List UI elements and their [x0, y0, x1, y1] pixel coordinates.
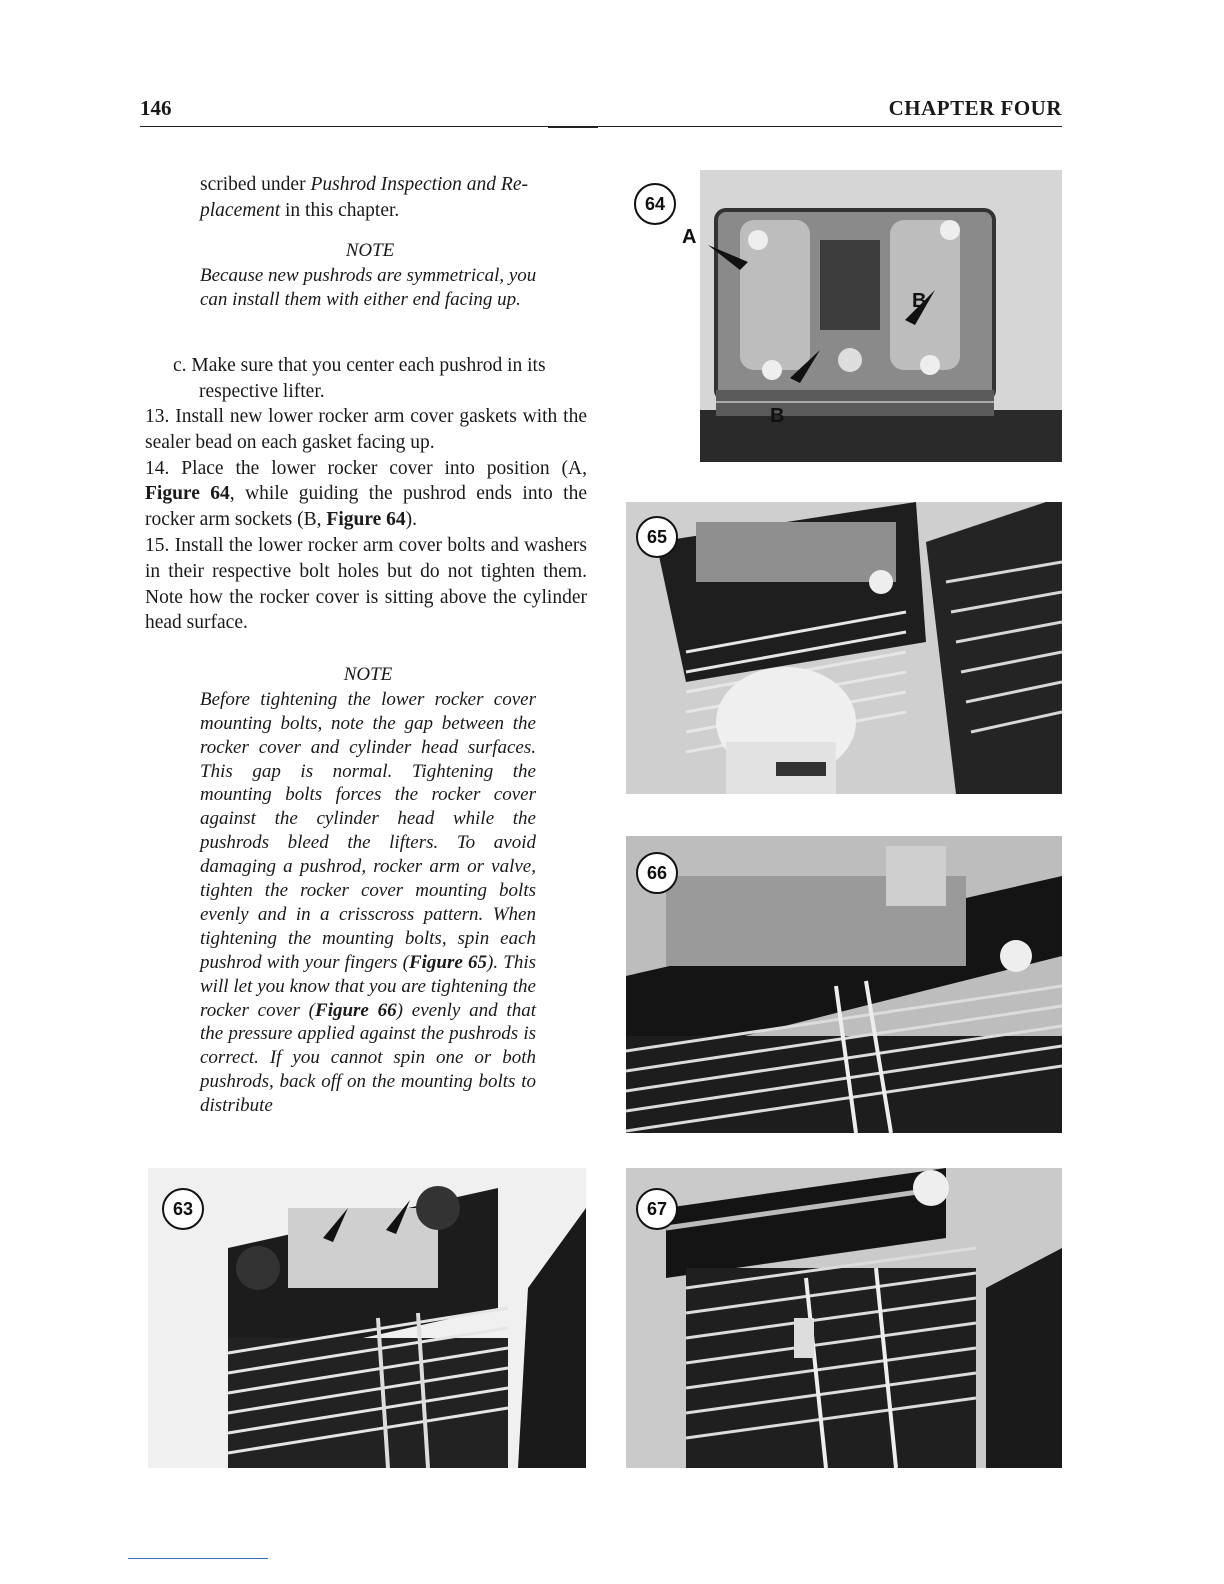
rocker-cover-photo [700, 170, 1062, 462]
step-15: 15. Install the lower rocker arm cover bolts and washers in their respective bolt holes but do not tighten them. Note how the rocker cover is sitting above the cylinder head surface. [145, 534, 587, 634]
spin-pushrod-photo [626, 502, 1062, 794]
figure-63-photo [148, 1168, 586, 1468]
intro-italic-1: Pushrod Inspection and Re- [310, 174, 528, 195]
figure-64-badge: 64 [634, 183, 676, 225]
note-2-text-a: Before tightening the lower rocker cover mounting bolts, note the gap between the rocker cover and cylinder head surfaces. This gap is normal. Tightening the mounting bolts forces the rocker cover against the cylinder head while the pushrods bleed the lifters. To avoid damaging a pushrod, rocker arm or valve, tighten the rocker cover mounting bolts evenly and in a crisscross pattern. When tightening the mounting bolts, spin each pushrod with your fingers ( [200, 688, 536, 973]
figure-66-badge: 66 [636, 852, 678, 894]
cylinder-head-pushrods-photo [148, 1168, 586, 1468]
intro-italic-2: placement [200, 199, 281, 221]
steps-13-15 [145, 404, 587, 636]
figure-64-photo [700, 170, 1062, 462]
figure-ref-64b: Figure 64 [326, 509, 406, 531]
rocker-cover-tightened-photo [626, 836, 1062, 1133]
figure-65-photo [626, 502, 1062, 794]
note-2 [200, 662, 536, 1118]
step-14-text-b: , while guiding the pushrod ends into the rocker arm sockets (B, [145, 483, 587, 531]
step-14-text-a: 14. Place the lower rocker cover into position (A, [145, 457, 587, 479]
figure-63-badge: 63 [162, 1188, 204, 1230]
figure-64-callout-b2: B [770, 405, 785, 427]
note-2-heading: NOTE [343, 664, 393, 685]
step-13: 13. Install new lower rocker arm cover gaskets with the sealer bead on each gasket facing up. [145, 406, 587, 453]
figure-65-badge: 65 [636, 516, 678, 558]
header-rule [140, 126, 1062, 127]
chapter-title: CHAPTER FOUR [888, 96, 1062, 120]
note-1-heading: NOTE [345, 240, 395, 261]
note-2-body [200, 688, 536, 1118]
page-header [140, 96, 1062, 128]
note-2-text-b: ). This will let you know that you are tightening the rocker cover ( [200, 951, 536, 1021]
page-number: 146 [140, 96, 172, 120]
step-c [173, 353, 589, 405]
figure-64-callout-b1: B [912, 290, 927, 312]
note-1-body: Because new pushrods are symmetrical, you can install them with either end facing up. [200, 264, 537, 310]
step-14-text-c: ). [405, 509, 418, 531]
note-2-text-c: ) evenly and that the pressure applied against the pushrods is correct. If you cannot spin one or both pushrods, back off on the mounting bolts to distribute [200, 999, 536, 1117]
header-rule-notch [548, 126, 598, 128]
figure-67-badge: 67 [636, 1188, 678, 1230]
intro-text: scribed under [200, 174, 311, 195]
intro-text-end: in this chapter. [280, 199, 400, 221]
step-c-text: c. Make sure that you center each pushrod in its respective lifter. [173, 355, 546, 402]
figure-67-photo [626, 1168, 1062, 1468]
figure-ref-66: Figure 66 [315, 999, 397, 1021]
intro-paragraph [200, 172, 590, 224]
cylinder-head-fins-photo [626, 1168, 1062, 1468]
figure-64-callout-a: A [682, 226, 697, 248]
figure-ref-64a: Figure 64 [145, 483, 230, 505]
figure-66-photo [626, 836, 1062, 1133]
footer-underline [128, 1558, 268, 1559]
figure-ref-65: Figure 65 [408, 951, 487, 973]
step-14 [145, 456, 587, 533]
note-1 [200, 238, 540, 312]
